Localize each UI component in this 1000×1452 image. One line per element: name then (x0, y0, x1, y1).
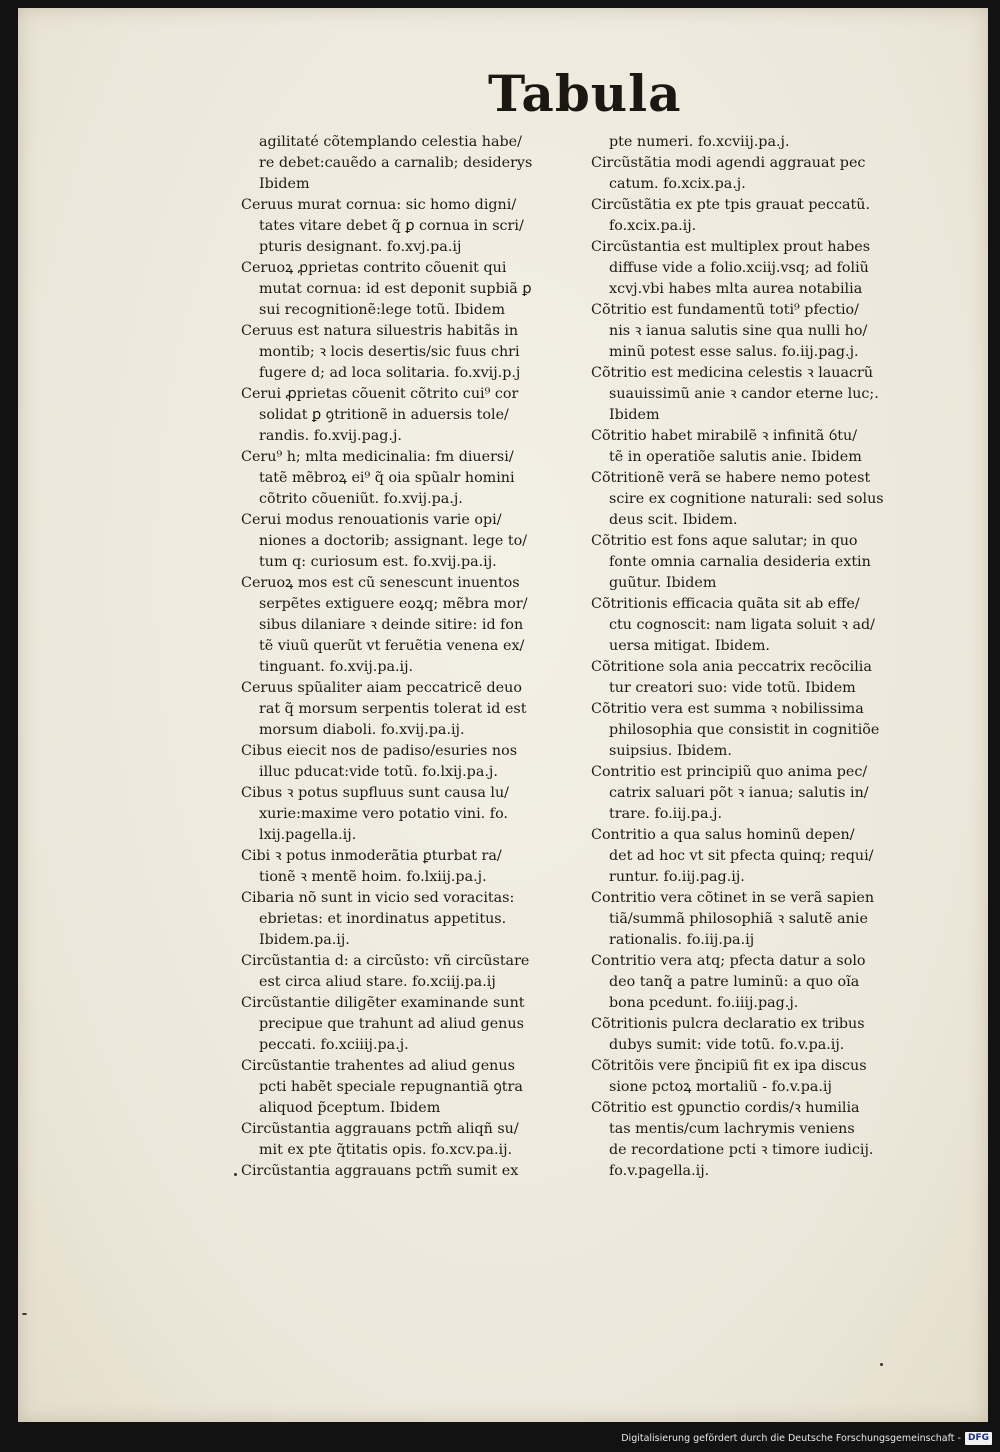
page-title: Tabula (488, 64, 682, 123)
index-continuation-line: tatẽ mẽbroꝝ ei⁹ q̃ oia spũalr homini (259, 470, 515, 486)
index-continuation-line: rat q̃ morsum serpentis tolerat id est (259, 701, 527, 717)
index-continuation-line: deo tanq̃ a patre luminũ: a quo oĩa (609, 974, 860, 990)
index-continuation-line: fo.v.pagella.ij. (609, 1163, 710, 1179)
index-continuation-line: de recordatione pcti ꝛ timore iudicij. (609, 1142, 874, 1158)
ink-speck (880, 1363, 883, 1366)
index-continuation-line: tum q: curiosum est. fo.xvij.pa.ij. (259, 554, 497, 570)
index-continuation-line: nis ꝛ ianua salutis sine qua nulli ho/ (609, 323, 868, 339)
index-entry-line: Circũstantia d: a circũsto: vñ circũstare (241, 953, 530, 969)
index-entry-line: Cibi ꝛ potus inmoderãtia ꝑturbat ra/ (241, 848, 502, 864)
index-entry-line: Circũstantia aggrauans pctm̃ sumit ex (241, 1163, 519, 1179)
index-continuation-line: suauissimũ anie ꝛ candor eterne luc;. (609, 386, 879, 402)
dfg-logo-icon: DFG (965, 1432, 992, 1445)
index-entry-line: Circũstantia est multiplex prout habes (591, 239, 871, 255)
index-entry-line: Cõtritione sola ania peccatrix recõcilia (591, 659, 872, 675)
index-column-right (591, 132, 927, 1182)
index-continuation-line: xcvj.vbi habes mlta aurea notabilia (609, 281, 863, 297)
index-continuation-line: deus scit. Ibidem. (609, 512, 738, 528)
index-entry-line: Contritio a qua salus hominũ depen/ (591, 827, 855, 843)
index-continuation-line: tas mentis/cum lachrymis veniens (609, 1121, 855, 1137)
index-entry-line: Ceru⁹ h; mlta medicinalia: fm diuersi/ (241, 449, 514, 465)
index-continuation-line: pte numeri. fo.xcviij.pa.j. (609, 134, 790, 150)
index-entry-line: Ceruoꝝ mos est cũ senescunt inuentos (241, 575, 520, 591)
index-continuation-line: aliquod p̃ceptum. Ibidem (259, 1100, 441, 1116)
index-continuation-line: guũtur. Ibidem (609, 575, 717, 591)
index-entry-line: Cõtritionis pulcra declaratio ex tribus (591, 1016, 865, 1032)
index-continuation-line: peccati. fo.xciiij.pa.j. (259, 1037, 409, 1053)
ink-speck (234, 1173, 237, 1176)
index-continuation-line: scire ex cognitione naturali: sed solus (609, 491, 884, 507)
index-entry-line: Circũstantie diligẽter examinande sunt (241, 995, 525, 1011)
index-entry-line: Cõtritio est ꝯpunctio cordis/ꝛ humilia (591, 1100, 860, 1116)
index-continuation-line: re debet:cauẽdo a carnalib; desiderys (259, 155, 533, 171)
index-continuation-line: pturis designant. fo.xvj.pa.ij (259, 239, 462, 255)
index-continuation-line: sione pctoꝝ mortaliũ - fo.v.pa.ij (609, 1079, 832, 1095)
index-column-left (241, 132, 581, 1182)
index-continuation-line: randis. fo.xvij.pag.j. (259, 428, 402, 444)
index-continuation-line: runtur. fo.iij.pag.ij. (609, 869, 745, 885)
index-continuation-line: minũ potest esse salus. fo.iij.pag.j. (609, 344, 859, 360)
index-continuation-line: niones a doctorib; assignant. lege to/ (259, 533, 528, 549)
index-entry-line: Circũstãtia modi agendi aggrauat pec (591, 155, 866, 171)
index-continuation-line: sui recognitionẽ:lege totũ. Ibidem (259, 302, 506, 318)
index-continuation-line: fo.xcix.pa.ij. (609, 218, 697, 234)
index-entry-line: Cõtritio est medicina celestis ꝛ lauacrũ (591, 365, 874, 381)
index-continuation-line: fugere d; ad loca solitaria. fo.xvij.p.j (259, 365, 521, 381)
index-continuation-line: sibus dilaniare ꝛ deinde sitire: id fon (259, 617, 524, 633)
index-continuation-line: catum. fo.xcix.pa.j. (609, 176, 746, 192)
index-entry-line: Circũstantie trahentes ad aliud genus (241, 1058, 515, 1074)
index-continuation-line: bona pcedunt. fo.iiij.pag.j. (609, 995, 799, 1011)
index-continuation-line: mutat cornua: id est deponit supbiã ꝑ (259, 281, 532, 297)
index-entry-line: Cõtritio est fundamentũ toti⁹ pfectio/ (591, 302, 859, 318)
index-continuation-line: agilitaté cõtemplando celestia habe/ (259, 134, 522, 150)
index-continuation-line: tinguant. fo.xvij.pa.ij. (259, 659, 414, 675)
index-continuation-line: ebrietas: et inordinatus appetitus. (259, 911, 507, 927)
index-entry-line: Ceruus murat cornua: sic homo digni/ (241, 197, 517, 213)
index-entry-line: Cerui ꝓprietas cõuenit cõtrito cui⁹ cor (241, 386, 519, 402)
manuscript-page (18, 8, 988, 1422)
index-continuation-line: tur creatori suo: vide totũ. Ibidem (609, 680, 856, 696)
index-continuation-line: mit ex pte q̃titatis opis. fo.xcv.pa.ij. (259, 1142, 513, 1158)
index-entry-line: Circũstantia aggrauans pctm̃ aliqñ su/ (241, 1121, 519, 1137)
index-entry-line: Cõtritionẽ verã se habere nemo potest (591, 470, 871, 486)
index-entry-line: Contritio vera atq; pfecta datur a solo (591, 953, 866, 969)
index-continuation-line: serpẽtes extiguere eoꝝq; mẽbra mor/ (259, 596, 528, 612)
index-continuation-line: diffuse vide a folio.xciij.vsq; ad foliũ (609, 260, 869, 276)
index-continuation-line: catrix saluari põt ꝛ ianua; salutis in/ (609, 785, 869, 801)
index-continuation-line: morsum diaboli. fo.xvij.pa.ij. (259, 722, 465, 738)
index-continuation-line: suipsius. Ibidem. (609, 743, 732, 759)
index-continuation-line: xurie:maxime vero potatio vini. fo. (259, 806, 508, 822)
index-entry-line: Ceruoꝝ ꝓprietas contrito cõuenit qui (241, 260, 507, 276)
index-entry-line: Cibus ꝛ potus supfluus sunt causa lu/ (241, 785, 509, 801)
index-continuation-line: fonte omnia carnalia desideria extin (609, 554, 871, 570)
index-entry-line: Cibus eiecit nos de padiso/esuries nos (241, 743, 518, 759)
ink-speck (22, 1313, 27, 1315)
index-entry-line: Cõtritõis vere p̃ncipiũ fit ex ipa discus (591, 1058, 867, 1074)
index-continuation-line: philosophia que consistit in cognitiõe (609, 722, 880, 738)
index-continuation-line: montib; ꝛ locis desertis/sic fuus chri (259, 344, 520, 360)
index-entry-line: Ceruus spũaliter aiam peccatricẽ deuo (241, 680, 522, 696)
index-continuation-line: Ibidem (259, 176, 310, 192)
index-continuation-line: Ibidem (609, 407, 660, 423)
index-continuation-line: tẽ viuũ querũt vt feruẽtia venena ex/ (259, 638, 525, 654)
index-entry-line: Cibaria nõ sunt in vicio sed voracitas: (241, 890, 515, 906)
index-continuation-line: tiã/summã philosophiã ꝛ salutẽ anie (609, 911, 868, 927)
index-entry-line: Contritio vera cõtinet in se verã sapien (591, 890, 875, 906)
index-entry-line: Cõtritio habet mirabilẽ ꝛ infinitã ỽtu/ (591, 428, 858, 444)
index-continuation-line: tates vitare debet q̃ ꝑ cornua in scri/ (259, 218, 524, 234)
index-continuation-line: est circa aliud stare. fo.xciij.pa.ij (259, 974, 496, 990)
index-entry-line: Cõtritio vera est summa ꝛ nobilissima (591, 701, 864, 717)
index-continuation-line: tionẽ ꝛ mentẽ hoim. fo.lxiij.pa.j. (259, 869, 487, 885)
index-continuation-line: det ad hoc vt sit pfecta quinq; requi/ (609, 848, 874, 864)
index-continuation-line: pcti habẽt speciale repugnantiã ꝯtra (259, 1079, 523, 1095)
index-continuation-line: ctu cognoscit: nam ligata soluit ꝛ ad/ (609, 617, 875, 633)
index-continuation-line: Ibidem.pa.ij. (259, 932, 350, 948)
index-entry-line: Cõtritionis efficacia quãta sit ab effe/ (591, 596, 860, 612)
credit-text: Digitalisierung gefördert durch die Deutsche Forschungsgemeinschaft - (621, 1432, 961, 1444)
index-continuation-line: lxij.pagella.ij. (259, 827, 357, 843)
digitization-credit (621, 1430, 992, 1446)
index-continuation-line: solidat ꝑ ꝯtritionẽ in aduersis tole/ (259, 407, 509, 423)
index-continuation-line: tẽ in operatiõe salutis anie. Ibidem (609, 449, 862, 465)
index-continuation-line: precipue que trahunt ad aliud genus (259, 1016, 524, 1032)
index-continuation-line: trare. fo.iij.pa.j. (609, 806, 722, 822)
index-continuation-line: cõtrito cõueniũt. fo.xvij.pa.j. (259, 491, 463, 507)
index-entry-line: Ceruus est natura siluestris habitãs in (241, 323, 519, 339)
index-entry-line: Cerui modus renouationis varie opi/ (241, 512, 502, 528)
index-continuation-line: dubys sumit: vide totũ. fo.v.pa.ij. (609, 1037, 845, 1053)
index-entry-line: Contritio est principiũ quo anima pec/ (591, 764, 868, 780)
index-continuation-line: illuc pducat:vide totũ. fo.lxij.pa.j. (259, 764, 498, 780)
index-continuation-line: rationalis. fo.iij.pa.ij (609, 932, 755, 948)
index-continuation-line: uersa mitigat. Ibidem. (609, 638, 770, 654)
index-entry-line: Circũstãtia ex pte tpis grauat peccatũ. (591, 197, 871, 213)
index-entry-line: Cõtritio est fons aque salutar; in quo (591, 533, 858, 549)
